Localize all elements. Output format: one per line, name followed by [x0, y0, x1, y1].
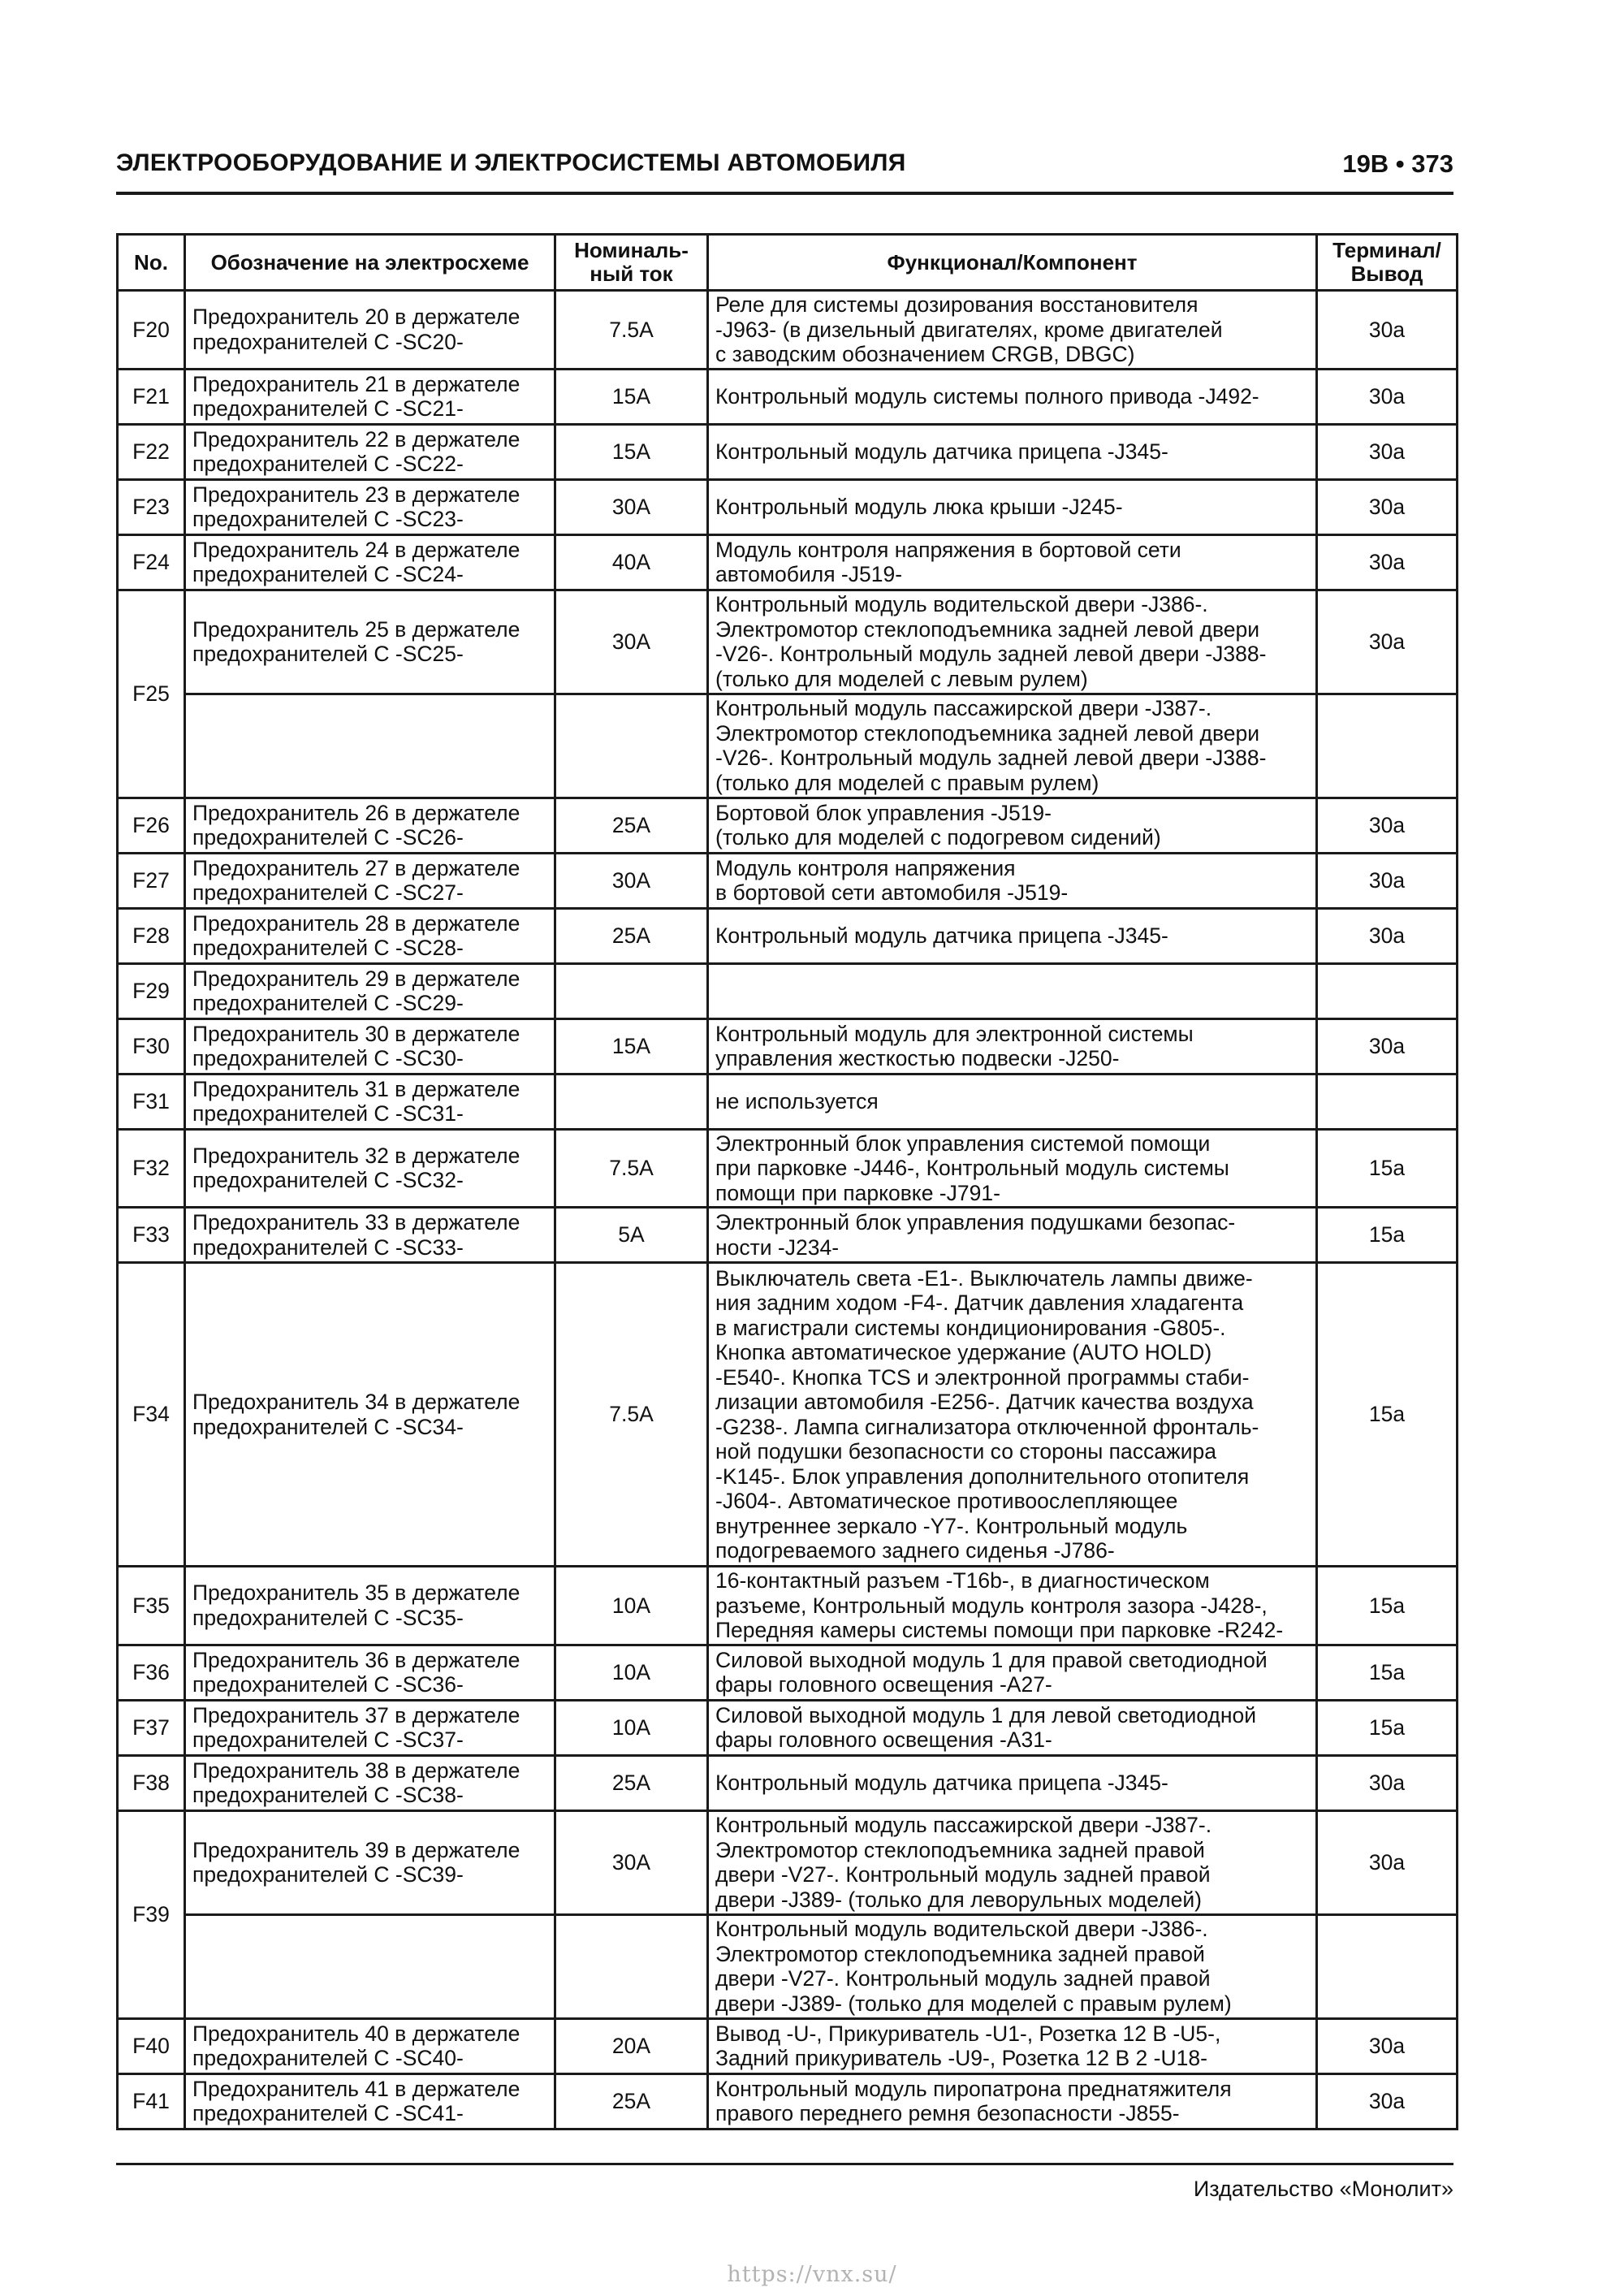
- fuse-number: F29: [118, 963, 185, 1018]
- table-row: [118, 963, 1458, 1018]
- fuse-number: F37: [118, 1700, 185, 1755]
- fuse-terminal: 30a: [1317, 2018, 1458, 2073]
- fuse-number: F36: [118, 1645, 185, 1700]
- fuse-current: 25A: [555, 1755, 708, 1810]
- fuse-current: 25A: [555, 908, 708, 963]
- fuse-designation: Предохранитель 26 в держателе предохранителей C -SC26-: [185, 798, 555, 853]
- fuse-number: F40: [118, 2018, 185, 2073]
- fuse-table: [116, 233, 1458, 2130]
- fuse-current: 25A: [555, 2073, 708, 2129]
- table-row: [118, 1914, 1458, 2018]
- fuse-current: 7.5A: [555, 1129, 708, 1208]
- fuse-function: Модуль контроля напряжения в бортовой сети автомобиля -J519-: [708, 534, 1317, 590]
- fuse-function: Контрольный модуль датчика прицепа -J345-: [708, 1755, 1317, 1810]
- table-row: [118, 369, 1458, 424]
- fuse-function: 16-контактный разъем -T16b-, в диагностическом разъеме, Контрольный модуль контроля зазора -J428-, Передняя камеры системы помощи при парковке -R242-: [708, 1567, 1317, 1645]
- fuse-terminal: 30a: [1317, 853, 1458, 908]
- fuse-function: Электронный блок управления системой помощи при парковке -J446-, Контрольный модуль системы помощи при парковке -J791-: [708, 1129, 1317, 1208]
- fuse-current: 25A: [555, 798, 708, 853]
- table-row: [118, 534, 1458, 590]
- fuse-function: Контрольный модуль пассажирской двери -J387-. Электромотор стеклоподъемника задней правой двери -V27-. Контрольный модуль задней правой двери -J389- (только для леворульных моделей): [708, 1810, 1317, 1914]
- table-row: [118, 1129, 1458, 1208]
- table-row: [118, 424, 1458, 479]
- fuse-designation: Предохранитель 27 в держателе предохранителей C -SC27-: [185, 853, 555, 908]
- fuse-terminal: 30a: [1317, 1810, 1458, 1914]
- fuse-designation: Предохранитель 29 в держателе предохранителей C -SC29-: [185, 963, 555, 1018]
- fuse-current: [555, 963, 708, 1018]
- fuse-terminal: 30a: [1317, 908, 1458, 963]
- fuse-designation: Предохранитель 41 в держателе предохранителей C -SC41-: [185, 2073, 555, 2129]
- table-row: [118, 479, 1458, 534]
- table-row: [118, 694, 1458, 798]
- table-row: [118, 1567, 1458, 1645]
- fuse-current: 15A: [555, 369, 708, 424]
- fuse-number: F33: [118, 1208, 185, 1263]
- page-title: ЭЛЕКТРООБОРУДОВАНИЕ И ЭЛЕКТРОСИСТЕМЫ АВТОМОБИЛЯ: [116, 149, 906, 176]
- fuse-terminal: 15a: [1317, 1567, 1458, 1645]
- fuse-function: Вывод -U-, Прикуриватель -U1-, Розетка 12 В -U5-, Задний прикуриватель -U9-, Розетка 12 В 2 -U18-: [708, 2018, 1317, 2073]
- fuse-number: F28: [118, 908, 185, 963]
- fuse-number: F23: [118, 479, 185, 534]
- fuse-number: F20: [118, 291, 185, 370]
- fuse-terminal: [1317, 1074, 1458, 1129]
- fuse-designation: Предохранитель 22 в держателе предохранителей C -SC22-: [185, 424, 555, 479]
- fuse-terminal: [1317, 694, 1458, 798]
- fuse-function: Контрольный модуль датчика прицепа -J345-: [708, 908, 1317, 963]
- fuse-number: F38: [118, 1755, 185, 1810]
- fuse-terminal: 30a: [1317, 424, 1458, 479]
- table-row: [118, 590, 1458, 694]
- fuse-function: Контрольный модуль пиропатрона преднатяжителя правого переднего ремня безопасности -J855-: [708, 2073, 1317, 2129]
- fuse-function: Модуль контроля напряжения в бортовой сети автомобиля -J519-: [708, 853, 1317, 908]
- fuse-designation: Предохранитель 28 в держателе предохранителей C -SC28-: [185, 908, 555, 963]
- fuse-designation: Предохранитель 24 в держателе предохранителей C -SC24-: [185, 534, 555, 590]
- table-header: [118, 235, 1458, 291]
- table-row: [118, 1645, 1458, 1700]
- fuse-designation: Предохранитель 36 в держателе предохранителей C -SC36-: [185, 1645, 555, 1700]
- footer-divider: [116, 2163, 1453, 2165]
- fuse-number: F24: [118, 534, 185, 590]
- fuse-number: F27: [118, 853, 185, 908]
- fuse-terminal: 15a: [1317, 1645, 1458, 1700]
- fuse-current: 15A: [555, 1018, 708, 1074]
- fuse-function: не используется: [708, 1074, 1317, 1129]
- table-row: [118, 1700, 1458, 1755]
- table-row: [118, 291, 1458, 370]
- page-number: 19В • 373: [1342, 149, 1453, 178]
- fuse-function: Контрольный модуль пассажирской двери -J387-. Электромотор стеклоподъемника задней левой двери -V26-. Контрольный модуль задней левой двери -J388- (только для моделей с правым рулем): [708, 694, 1317, 798]
- fuse-current: 5A: [555, 1208, 708, 1263]
- watermark-url: https://vnx.su/: [727, 2262, 897, 2287]
- fuse-function: Контрольный модуль водительской двери -J386-. Электромотор стеклоподъемника задней правой двери -V27-. Контрольный модуль задней правой двери -J389- (только для моделей с правым рулем): [708, 1914, 1317, 2018]
- fuse-function: [708, 963, 1317, 1018]
- fuse-designation: Предохранитель 32 в держателе предохранителей C -SC32-: [185, 1129, 555, 1208]
- table-row: [118, 1810, 1458, 1914]
- fuse-function: Бортовой блок управления -J519- (только для моделей с подогревом сидений): [708, 798, 1317, 853]
- fuse-designation: Предохранитель 35 в держателе предохранителей C -SC35-: [185, 1567, 555, 1645]
- fuse-current: 30A: [555, 479, 708, 534]
- table-row: [118, 1263, 1458, 1567]
- column-header-terminal: Терминал/ Вывод: [1317, 235, 1458, 291]
- fuse-terminal: 15a: [1317, 1129, 1458, 1208]
- fuse-terminal: 30a: [1317, 1755, 1458, 1810]
- fuse-function: Электронный блок управления подушками безопас- ности -J234-: [708, 1208, 1317, 1263]
- fuse-terminal: 15a: [1317, 1208, 1458, 1263]
- fuse-designation: Предохранитель 40 в держателе предохранителей C -SC40-: [185, 2018, 555, 2073]
- fuse-terminal: [1317, 963, 1458, 1018]
- fuse-number: F25: [118, 590, 185, 798]
- table-row: [118, 1208, 1458, 1263]
- table-row: [118, 2018, 1458, 2073]
- column-header-current: Номиналь- ный ток: [555, 235, 708, 291]
- fuse-function: Контрольный модуль датчика прицепа -J345-: [708, 424, 1317, 479]
- fuse-current: 30A: [555, 590, 708, 694]
- table-body: [118, 291, 1458, 2130]
- table-row: [118, 1755, 1458, 1810]
- fuse-number: F21: [118, 369, 185, 424]
- fuse-function: Контрольный модуль водительской двери -J386-. Электромотор стеклоподъемника задней левой двери -V26-. Контрольный модуль задней левой двери -J388- (только для моделей с левым рулем): [708, 590, 1317, 694]
- fuse-terminal: [1317, 1914, 1458, 2018]
- fuse-number: F34: [118, 1263, 185, 1567]
- fuse-function: Контрольный модуль для электронной системы управления жесткостью подвески -J250-: [708, 1018, 1317, 1074]
- fuse-terminal: 30a: [1317, 479, 1458, 534]
- fuse-current: 30A: [555, 853, 708, 908]
- fuse-designation: Предохранитель 23 в держателе предохранителей C -SC23-: [185, 479, 555, 534]
- publisher-name: Издательство «Монолит»: [1193, 2177, 1453, 2201]
- fuse-function: Реле для системы дозирования восстановителя -J963- (в дизельный двигателях, кроме двигателей с заводским обозначением CRGB, DBGC): [708, 291, 1317, 370]
- table-row: [118, 1074, 1458, 1129]
- fuse-number: F41: [118, 2073, 185, 2129]
- fuse-designation: Предохранитель 39 в держателе предохранителей C -SC39-: [185, 1810, 555, 1914]
- fuse-number: F32: [118, 1129, 185, 1208]
- fuse-terminal: 30a: [1317, 534, 1458, 590]
- fuse-designation: Предохранитель 21 в держателе предохранителей C -SC21-: [185, 369, 555, 424]
- fuse-terminal: 15a: [1317, 1263, 1458, 1567]
- fuse-designation: [185, 1914, 555, 2018]
- fuse-designation: Предохранитель 25 в держателе предохранителей C -SC25-: [185, 590, 555, 694]
- fuse-function: Контрольный модуль люка крыши -J245-: [708, 479, 1317, 534]
- fuse-current: [555, 694, 708, 798]
- fuse-designation: Предохранитель 37 в держателе предохранителей C -SC37-: [185, 1700, 555, 1755]
- header-divider: [116, 192, 1453, 195]
- fuse-designation: Предохранитель 33 в держателе предохранителей C -SC33-: [185, 1208, 555, 1263]
- fuse-current: 15A: [555, 424, 708, 479]
- fuse-designation: Предохранитель 20 в держателе предохранителей C -SC20-: [185, 291, 555, 370]
- fuse-terminal: 30a: [1317, 369, 1458, 424]
- table-row: [118, 2073, 1458, 2129]
- fuse-current: 20A: [555, 2018, 708, 2073]
- fuse-function: Выключатель света -E1-. Выключатель лампы движе- ния задним ходом -F4-. Датчик давления хладагента в магистрали системы кондиционирования -G805-. Кнопка автоматическое удержание (AUTO HOLD) -E540-. Кнопка TCS и электронной программы стаби- лизации автомобиля -E256-. Датчик качества воздуха -G238-. Лампа сигнализатора отключенной фронталь- ной подушки безопасности со стороны пассажира -K145-. Блок управления дополнительного отопителя -J604-. Автоматическое противоослепляющее внутреннее зеркало -Y7-. Контрольный модуль подогреваемого заднего сиденья -J786-: [708, 1263, 1317, 1567]
- fuse-designation: Предохранитель 31 в держателе предохранителей C -SC31-: [185, 1074, 555, 1129]
- fuse-terminal: 30a: [1317, 798, 1458, 853]
- fuse-number: F26: [118, 798, 185, 853]
- fuse-number: F31: [118, 1074, 185, 1129]
- fuse-function: Силовой выходной модуль 1 для правой светодиодной фары головного освещения -A27-: [708, 1645, 1317, 1700]
- fuse-current: 10A: [555, 1700, 708, 1755]
- fuse-current: 10A: [555, 1645, 708, 1700]
- column-header-designation: Обозначение на электросхеме: [185, 235, 555, 291]
- fuse-terminal: 30a: [1317, 2073, 1458, 2129]
- fuse-terminal: 30a: [1317, 1018, 1458, 1074]
- fuse-terminal: 15a: [1317, 1700, 1458, 1755]
- column-header-function: Функционал/Компонент: [708, 235, 1317, 291]
- fuse-current: 30A: [555, 1810, 708, 1914]
- fuse-number: F22: [118, 424, 185, 479]
- column-header-no: No.: [118, 235, 185, 291]
- fuse-terminal: 30a: [1317, 291, 1458, 370]
- fuse-designation: Предохранитель 30 в держателе предохранителей C -SC30-: [185, 1018, 555, 1074]
- fuse-designation: Предохранитель 34 в держателе предохранителей C -SC34-: [185, 1263, 555, 1567]
- fuse-current: 40A: [555, 534, 708, 590]
- fuse-function: Контрольный модуль системы полного привода -J492-: [708, 369, 1317, 424]
- fuse-function: Силовой выходной модуль 1 для левой светодиодной фары головного освещения -A31-: [708, 1700, 1317, 1755]
- table-row: [118, 908, 1458, 963]
- fuse-designation: Предохранитель 38 в держателе предохранителей C -SC38-: [185, 1755, 555, 1810]
- fuse-number: F35: [118, 1567, 185, 1645]
- fuse-current: [555, 1074, 708, 1129]
- fuse-current: 10A: [555, 1567, 708, 1645]
- table-row: [118, 1018, 1458, 1074]
- fuse-number: F39: [118, 1810, 185, 2018]
- fuse-current: 7.5A: [555, 1263, 708, 1567]
- fuse-current: 7.5A: [555, 291, 708, 370]
- table-row: [118, 798, 1458, 853]
- fuse-designation: [185, 694, 555, 798]
- table-row: [118, 853, 1458, 908]
- fuse-current: [555, 1914, 708, 2018]
- fuse-terminal: 30a: [1317, 590, 1458, 694]
- fuse-number: F30: [118, 1018, 185, 1074]
